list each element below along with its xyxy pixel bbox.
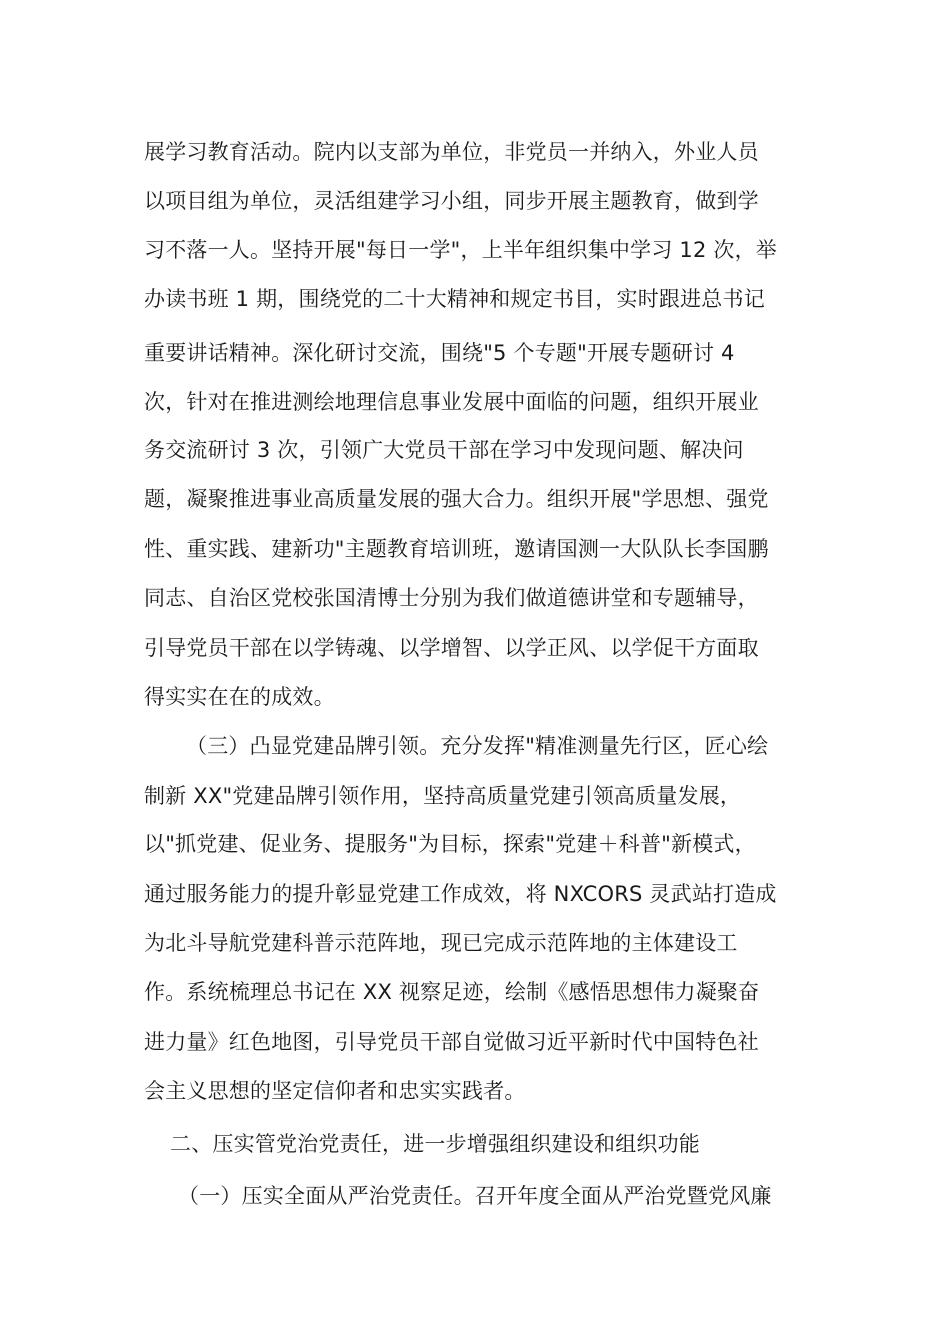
body-text-line: 通过服务能力的提升彰显党建工作成效，将 NXCORS 灵武站打造成 bbox=[144, 882, 777, 906]
body-text-line: 以项目组为单位，灵活组建学习小组，同步开展主题教育，做到学 bbox=[144, 189, 759, 213]
body-text-line: 引导党员干部在以学铸魂、以学增智、以学正风、以学促干方面取 bbox=[144, 636, 759, 660]
section-2-heading: 二、压实管党治党责任，进一步增强组织建设和组织功能 bbox=[170, 1132, 700, 1156]
body-text-line: 习不落一人。坚持开展"每日一学"，上半年组织集中学习 12 次，举 bbox=[144, 238, 777, 262]
body-text-line: 同志、自治区党校张国清博士分别为我们做道德讲堂和专题辅导， bbox=[144, 586, 759, 610]
body-text-line: 制新 XX"党建品牌引领作用，坚持高质量党建引领高质量发展， bbox=[144, 784, 742, 808]
body-text-line: 办读书班 1 期，围绕党的二十大精神和规定书目，实时跟进总书记 bbox=[144, 287, 765, 311]
body-text-line: 性、重实践、建新功"主题教育培训班，邀请国测一大队队长李国鹏 bbox=[144, 537, 769, 561]
body-text-line: 为北斗导航党建科普示范阵地，现已完成示范阵地的主体建设工 bbox=[144, 931, 738, 955]
subsection-1-heading-line: （一）压实全面从严治党责任。召开年度全面从严治党暨党风廉 bbox=[178, 1184, 772, 1208]
body-text-line: 题，凝聚推进事业高质量发展的强大合力。组织开展"学思想、强党 bbox=[144, 487, 769, 511]
section-3-heading-line: （三）凸显党建品牌引领。充分发挥"精准测量先行区，匠心绘 bbox=[186, 734, 769, 758]
body-text-line: 会主义思想的坚定信仰者和忠实实践者。 bbox=[144, 1079, 526, 1103]
body-text-line: 务交流研讨 3 次，引领广大党员干部在学习中发现问题、解决问 bbox=[144, 438, 744, 462]
body-text-line: 次，针对在推进测绘地理信息事业发展中面临的问题，组织开展业 bbox=[144, 390, 759, 414]
body-text-line: 以"抓党建、促业务、提服务"为目标，探索"党建＋科普"新模式， bbox=[144, 832, 756, 856]
body-text-line: 进力量》红色地图，引导党员干部自觉做习近平新时代中国特色社 bbox=[144, 1030, 759, 1054]
body-text-line: 重要讲话精神。深化研讨交流，围绕"5 个专题"开展专题研讨 4 bbox=[144, 341, 735, 365]
body-text-line: 展学习教育活动。院内以支部为单位，非党员一并纳入，外业人员 bbox=[144, 140, 759, 164]
body-text-line: 作。系统梳理总书记在 XX 视察足迹，绘制《感悟思想伟力凝聚奋 bbox=[144, 980, 760, 1004]
body-text-line: 得实实在在的成效。 bbox=[144, 685, 335, 709]
